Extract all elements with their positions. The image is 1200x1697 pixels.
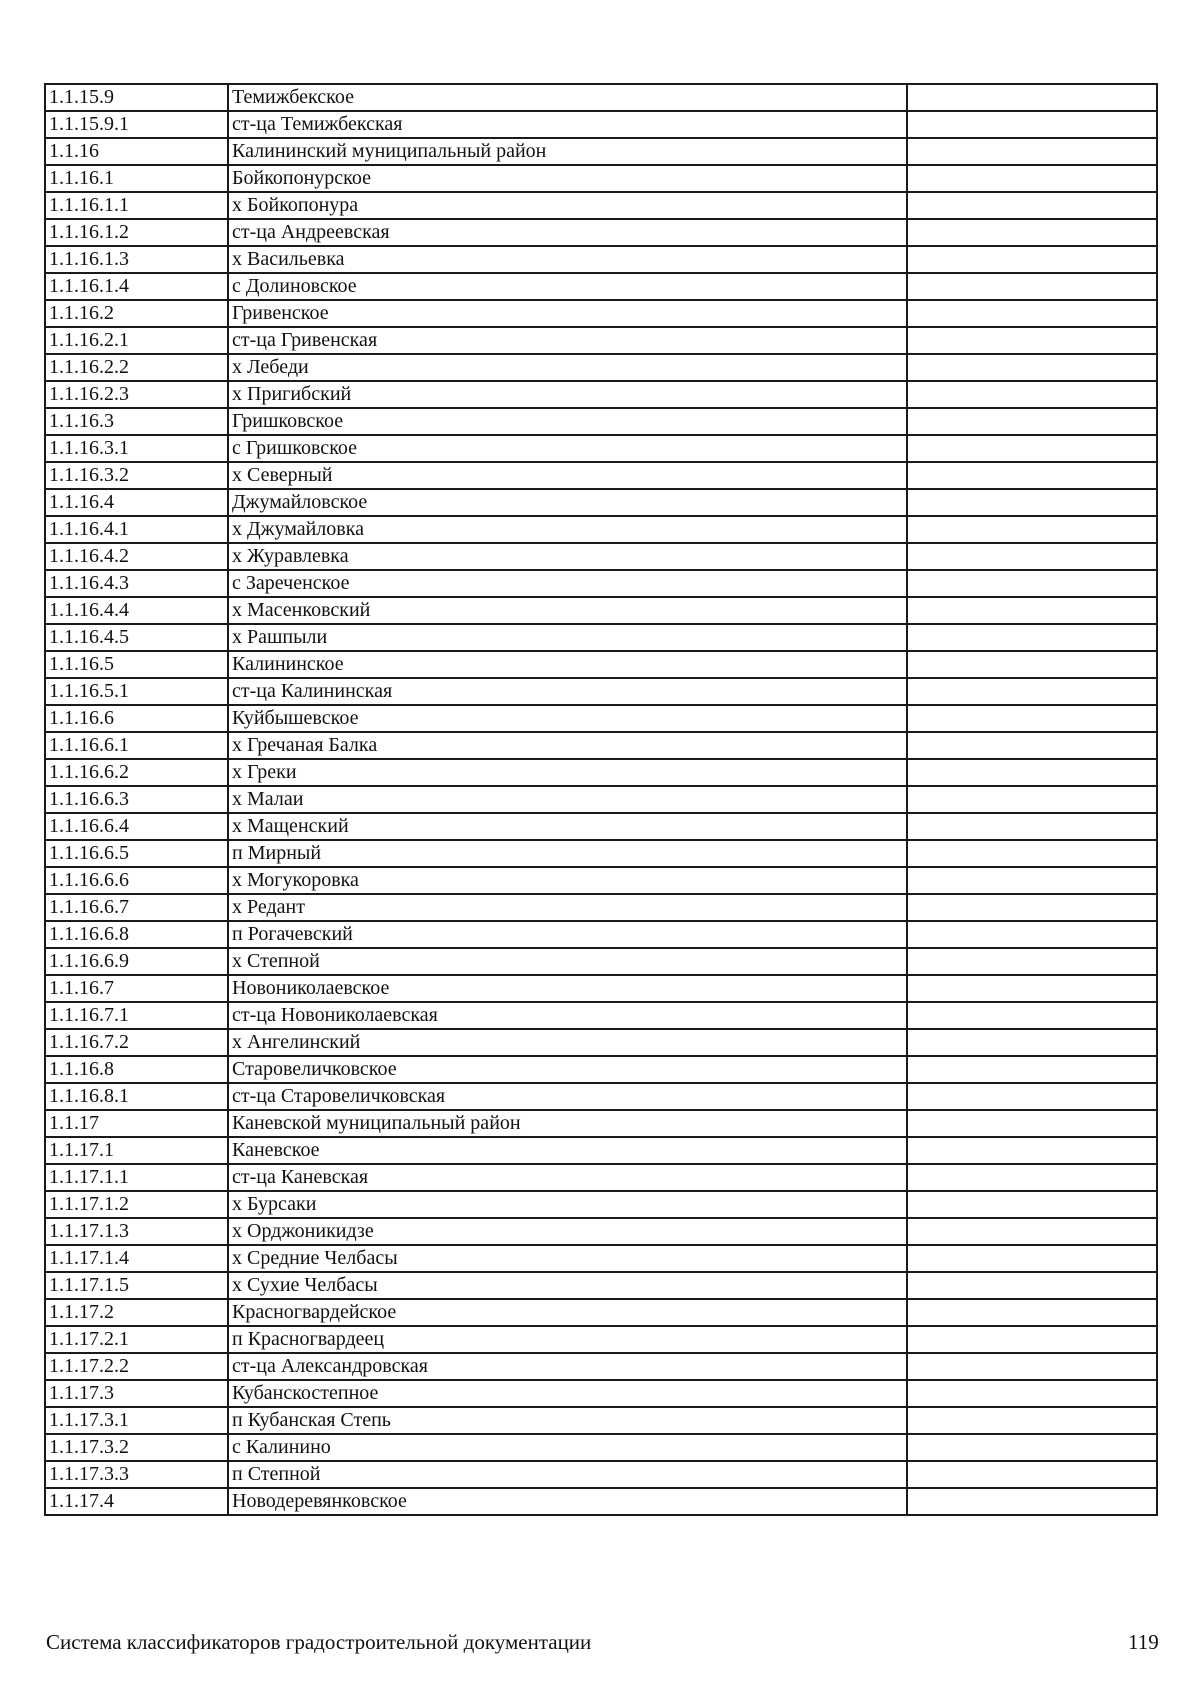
table-row	[45, 975, 1157, 1002]
code-cell: 1.1.16.1	[45, 165, 228, 192]
extra-cell	[907, 246, 1157, 273]
table-row	[45, 813, 1157, 840]
code-cell: 1.1.17.1.5	[45, 1272, 228, 1299]
extra-cell	[907, 813, 1157, 840]
name-cell: Каневское	[228, 1137, 907, 1164]
table-row	[45, 1056, 1157, 1083]
extra-cell	[907, 948, 1157, 975]
name-cell: ст-ца Андреевская	[228, 219, 907, 246]
extra-cell	[907, 1083, 1157, 1110]
extra-cell	[907, 84, 1157, 111]
name-cell: ст-ца Каневская	[228, 1164, 907, 1191]
table-row	[45, 597, 1157, 624]
name-cell: п Рогачевский	[228, 921, 907, 948]
extra-cell	[907, 138, 1157, 165]
table-row	[45, 1353, 1157, 1380]
name-cell: ст-ца Гривенская	[228, 327, 907, 354]
extra-cell	[907, 651, 1157, 678]
name-cell: Кубанскостепное	[228, 1380, 907, 1407]
table-row	[45, 219, 1157, 246]
name-cell: х Средние Челбасы	[228, 1245, 907, 1272]
table-row	[45, 867, 1157, 894]
name-cell: х Малаи	[228, 786, 907, 813]
code-cell: 1.1.16.3	[45, 408, 228, 435]
extra-cell	[907, 570, 1157, 597]
code-cell: 1.1.16.7.1	[45, 1002, 228, 1029]
table-row	[45, 786, 1157, 813]
table-row	[45, 1002, 1157, 1029]
table-row	[45, 543, 1157, 570]
name-cell: х Гречаная Балка	[228, 732, 907, 759]
name-cell: ст-ца Александровская	[228, 1353, 907, 1380]
table-row	[45, 1218, 1157, 1245]
code-cell: 1.1.16.1.3	[45, 246, 228, 273]
name-cell: х Могукоровка	[228, 867, 907, 894]
code-cell: 1.1.17.3.1	[45, 1407, 228, 1434]
code-cell: 1.1.16	[45, 138, 228, 165]
extra-cell	[907, 759, 1157, 786]
extra-cell	[907, 1461, 1157, 1488]
code-cell: 1.1.16.1.1	[45, 192, 228, 219]
table-row	[45, 84, 1157, 111]
name-cell: ст-ца Темижбекская	[228, 111, 907, 138]
extra-cell	[907, 1137, 1157, 1164]
name-cell: х Греки	[228, 759, 907, 786]
code-cell: 1.1.16.8.1	[45, 1083, 228, 1110]
extra-cell	[907, 516, 1157, 543]
code-cell: 1.1.16.4.5	[45, 624, 228, 651]
name-cell: Гривенское	[228, 300, 907, 327]
code-cell: 1.1.17.2.1	[45, 1326, 228, 1353]
table-row	[45, 111, 1157, 138]
name-cell: Бойкопонурское	[228, 165, 907, 192]
extra-cell	[907, 705, 1157, 732]
table-row	[45, 1407, 1157, 1434]
code-cell: 1.1.16.4.3	[45, 570, 228, 597]
extra-cell	[907, 624, 1157, 651]
code-cell: 1.1.16.6.6	[45, 867, 228, 894]
code-cell: 1.1.16.1.2	[45, 219, 228, 246]
extra-cell	[907, 1272, 1157, 1299]
extra-cell	[907, 543, 1157, 570]
extra-cell	[907, 921, 1157, 948]
extra-cell	[907, 489, 1157, 516]
code-cell: 1.1.17.1.2	[45, 1191, 228, 1218]
extra-cell	[907, 354, 1157, 381]
name-cell: х Бурсаки	[228, 1191, 907, 1218]
table-row	[45, 705, 1157, 732]
code-cell: 1.1.16.3.2	[45, 462, 228, 489]
extra-cell	[907, 1056, 1157, 1083]
code-cell: 1.1.16.6.4	[45, 813, 228, 840]
code-cell: 1.1.16.2.1	[45, 327, 228, 354]
name-cell: с Гришковское	[228, 435, 907, 462]
table-row	[45, 1191, 1157, 1218]
code-cell: 1.1.17	[45, 1110, 228, 1137]
classifier-table	[44, 83, 1158, 1516]
table-row	[45, 246, 1157, 273]
extra-cell	[907, 1245, 1157, 1272]
name-cell: Гришковское	[228, 408, 907, 435]
table-row	[45, 840, 1157, 867]
name-cell: Джумайловское	[228, 489, 907, 516]
name-cell: х Сухие Челбасы	[228, 1272, 907, 1299]
table-row	[45, 381, 1157, 408]
name-cell: п Мирный	[228, 840, 907, 867]
name-cell: х Ангелинский	[228, 1029, 907, 1056]
extra-cell	[907, 840, 1157, 867]
table-row	[45, 408, 1157, 435]
name-cell: х Джумайловка	[228, 516, 907, 543]
name-cell: Красногвардейское	[228, 1299, 907, 1326]
code-cell: 1.1.16.2	[45, 300, 228, 327]
extra-cell	[907, 1299, 1157, 1326]
name-cell: с Зареченское	[228, 570, 907, 597]
code-cell: 1.1.16.6.2	[45, 759, 228, 786]
extra-cell	[907, 678, 1157, 705]
name-cell: Калининский муниципальный район	[228, 138, 907, 165]
table-row	[45, 1110, 1157, 1137]
table-row	[45, 1164, 1157, 1191]
name-cell: п Кубанская Степь	[228, 1407, 907, 1434]
extra-cell	[907, 1164, 1157, 1191]
name-cell: х Васильевка	[228, 246, 907, 273]
table-row	[45, 1083, 1157, 1110]
code-cell: 1.1.16.8	[45, 1056, 228, 1083]
extra-cell	[907, 300, 1157, 327]
code-cell: 1.1.16.5	[45, 651, 228, 678]
extra-cell	[907, 1191, 1157, 1218]
code-cell: 1.1.16.6.5	[45, 840, 228, 867]
name-cell: Каневской муниципальный район	[228, 1110, 907, 1137]
extra-cell	[907, 1029, 1157, 1056]
classifier-table-body	[45, 84, 1157, 1515]
code-cell: 1.1.16.3.1	[45, 435, 228, 462]
extra-cell	[907, 597, 1157, 624]
code-cell: 1.1.15.9	[45, 84, 228, 111]
code-cell: 1.1.16.6.8	[45, 921, 228, 948]
table-row	[45, 300, 1157, 327]
extra-cell	[907, 1353, 1157, 1380]
table-row	[45, 948, 1157, 975]
code-cell: 1.1.16.6.7	[45, 894, 228, 921]
code-cell: 1.1.16.4	[45, 489, 228, 516]
extra-cell	[907, 327, 1157, 354]
code-cell: 1.1.16.4.4	[45, 597, 228, 624]
table-row	[45, 678, 1157, 705]
table-row	[45, 1326, 1157, 1353]
table-row	[45, 732, 1157, 759]
name-cell: х Степной	[228, 948, 907, 975]
extra-cell	[907, 165, 1157, 192]
extra-cell	[907, 1218, 1157, 1245]
code-cell: 1.1.16.1.4	[45, 273, 228, 300]
table-row	[45, 651, 1157, 678]
code-cell: 1.1.16.5.1	[45, 678, 228, 705]
extra-cell	[907, 1434, 1157, 1461]
code-cell: 1.1.17.4	[45, 1488, 228, 1515]
table-row	[45, 1137, 1157, 1164]
code-cell: 1.1.16.7	[45, 975, 228, 1002]
table-row	[45, 165, 1157, 192]
table-row	[45, 1380, 1157, 1407]
name-cell: ст-ца Калининская	[228, 678, 907, 705]
extra-cell	[907, 435, 1157, 462]
name-cell: с Долиновское	[228, 273, 907, 300]
table-row	[45, 1299, 1157, 1326]
extra-cell	[907, 462, 1157, 489]
name-cell: Темижбекское	[228, 84, 907, 111]
extra-cell	[907, 1110, 1157, 1137]
code-cell: 1.1.17.1.4	[45, 1245, 228, 1272]
code-cell: 1.1.16.6.1	[45, 732, 228, 759]
code-cell: 1.1.17.1	[45, 1137, 228, 1164]
code-cell: 1.1.17.3.3	[45, 1461, 228, 1488]
extra-cell	[907, 1002, 1157, 1029]
extra-cell	[907, 786, 1157, 813]
table-row	[45, 435, 1157, 462]
code-cell: 1.1.15.9.1	[45, 111, 228, 138]
table-row	[45, 921, 1157, 948]
name-cell: х Лебеди	[228, 354, 907, 381]
extra-cell	[907, 867, 1157, 894]
extra-cell	[907, 732, 1157, 759]
page-number: 119	[1128, 1630, 1159, 1654]
table-row	[45, 759, 1157, 786]
code-cell: 1.1.16.7.2	[45, 1029, 228, 1056]
code-cell: 1.1.16.6.3	[45, 786, 228, 813]
table-row	[45, 894, 1157, 921]
code-cell: 1.1.17.1.3	[45, 1218, 228, 1245]
code-cell: 1.1.17.3.2	[45, 1434, 228, 1461]
name-cell: п Красногвардеец	[228, 1326, 907, 1353]
extra-cell	[907, 894, 1157, 921]
table-row	[45, 354, 1157, 381]
extra-cell	[907, 1488, 1157, 1515]
code-cell: 1.1.16.4.1	[45, 516, 228, 543]
table-row	[45, 489, 1157, 516]
name-cell: Калининское	[228, 651, 907, 678]
extra-cell	[907, 381, 1157, 408]
name-cell: ст-ца Новониколаевская	[228, 1002, 907, 1029]
name-cell: х Мащенский	[228, 813, 907, 840]
table-row	[45, 462, 1157, 489]
extra-cell	[907, 273, 1157, 300]
extra-cell	[907, 1326, 1157, 1353]
name-cell: х Северный	[228, 462, 907, 489]
table-row	[45, 1434, 1157, 1461]
code-cell: 1.1.16.4.2	[45, 543, 228, 570]
code-cell: 1.1.16.2.3	[45, 381, 228, 408]
table-row	[45, 1245, 1157, 1272]
name-cell: Новодеревянковское	[228, 1488, 907, 1515]
code-cell: 1.1.17.1.1	[45, 1164, 228, 1191]
name-cell: х Редант	[228, 894, 907, 921]
code-cell: 1.1.17.2	[45, 1299, 228, 1326]
extra-cell	[907, 192, 1157, 219]
code-cell: 1.1.16.2.2	[45, 354, 228, 381]
code-cell: 1.1.16.6.9	[45, 948, 228, 975]
table-row	[45, 1029, 1157, 1056]
name-cell: Старовеличковское	[228, 1056, 907, 1083]
table-row	[45, 1461, 1157, 1488]
code-cell: 1.1.16.6	[45, 705, 228, 732]
table-row	[45, 192, 1157, 219]
code-cell: 1.1.17.2.2	[45, 1353, 228, 1380]
table-row	[45, 570, 1157, 597]
name-cell: Новониколаевское	[228, 975, 907, 1002]
table-row	[45, 1272, 1157, 1299]
name-cell: п Степной	[228, 1461, 907, 1488]
name-cell: с Калинино	[228, 1434, 907, 1461]
name-cell: х Орджоникидзе	[228, 1218, 907, 1245]
name-cell: х Пригибский	[228, 381, 907, 408]
name-cell: х Журавлевка	[228, 543, 907, 570]
table-row	[45, 516, 1157, 543]
name-cell: х Рашпыли	[228, 624, 907, 651]
table-row	[45, 327, 1157, 354]
table-row	[45, 273, 1157, 300]
extra-cell	[907, 408, 1157, 435]
extra-cell	[907, 219, 1157, 246]
table-row	[45, 1488, 1157, 1515]
extra-cell	[907, 975, 1157, 1002]
footer-title: Система классификаторов градостроительной документации	[46, 1630, 592, 1654]
name-cell: х Масенковский	[228, 597, 907, 624]
extra-cell	[907, 111, 1157, 138]
table-row	[45, 138, 1157, 165]
extra-cell	[907, 1407, 1157, 1434]
code-cell: 1.1.17.3	[45, 1380, 228, 1407]
name-cell: ст-ца Старовеличковская	[228, 1083, 907, 1110]
extra-cell	[907, 1380, 1157, 1407]
table-row	[45, 624, 1157, 651]
name-cell: х Бойкопонура	[228, 192, 907, 219]
name-cell: Куйбышевское	[228, 705, 907, 732]
